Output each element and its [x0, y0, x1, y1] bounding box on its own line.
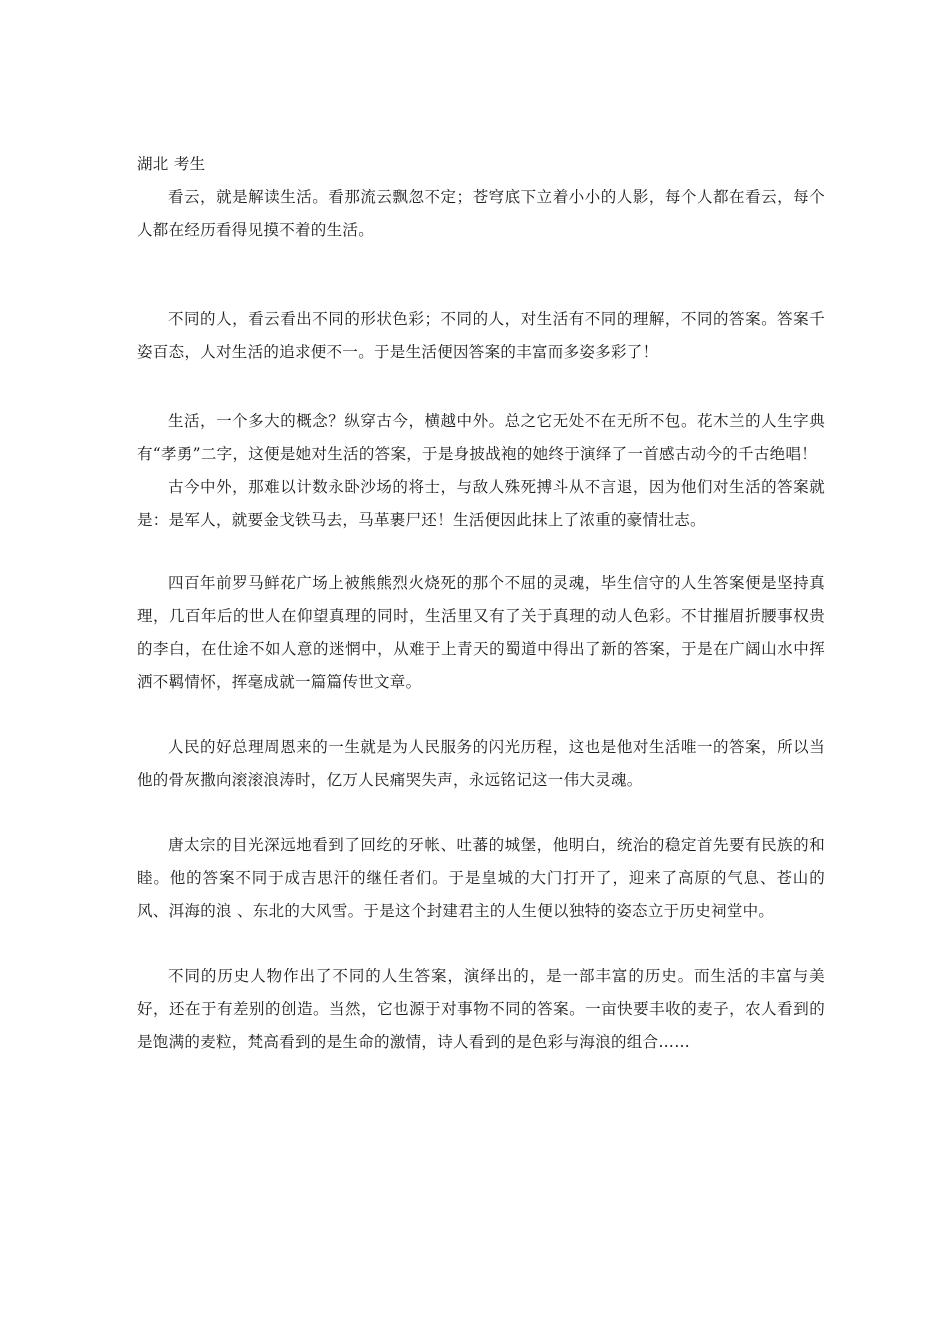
- essay-body: [137, 148, 825, 1059]
- paragraph-1: 看云，就是解读生活。看那流云飘忽不定；苍穹底下立着小小的人影，每个人都在看云，每个人都在经历看得见摸不着的生活。: [137, 188, 825, 239]
- paragraph-4: 古今中外，那难以计数永卧沙场的将士，与敌人殊死搏斗从不言退，因为他们对生活的答案就是：是军人，就要金戈铁马去，马革裹尸还！生活便因此抹上了浓重的豪情壮志。: [137, 478, 825, 529]
- paragraph-6: 人民的好总理周恩来的一生就是为人民服务的闪光历程，这也是他对生活唯一的答案，所以当他的骨灰撒向滚滚浪涛时，亿万人民痛哭失声，永远铭记这一伟大灵魂。: [137, 738, 825, 789]
- paragraph-3: 生活，一个多大的概念？纵穿古今，横越中外。总之它无处不在无所不包。花木兰的人生字典有“孝勇”二字，这便是她对生活的答案，于是身披战袍的她终于演绎了一首感古动今的千古绝唱！: [137, 412, 825, 463]
- paragraph-8: 不同的历史人物作出了不同的人生答案，演绎出的，是一部丰富的历史。而生活的丰富与美好，还在于有差别的创造。当然，它也源于对事物不同的答案。一亩快要丰收的麦子，农人看到的是饱满的麦粒，梵高看到的是生命的激情，诗人看到的是色彩与海浪的组合……: [137, 967, 825, 1051]
- paragraph-5: 四百年前罗马鲜花广场上被熊熊烈火烧死的那个不屈的灵魂，毕生信守的人生答案便是坚持真理，几百年后的世人在仰望真理的同时，生活里又有了关于真理的动人色彩。不甘摧眉折腰事权贵的李白，在仕途不如人意的迷惘中，从难于上青天的蜀道中得出了新的答案，于是在广阔山水中挥洒不羁情怀，挥毫成就一篇篇传世文章。: [137, 574, 825, 691]
- author-line: 湖北 考生: [137, 155, 206, 173]
- paragraph-2: 不同的人，看云看出不同的形状色彩；不同的人，对生活有不同的理解，不同的答案。答案千姿百态，人对生活的追求便不一。于是生活便因答案的丰富而多姿多彩了！: [137, 310, 825, 361]
- paragraph-7: 唐太宗的目光深远地看到了回纥的牙帐、吐蕃的城堡，他明白，统治的稳定首先要有民族的和睦。他的答案不同于成吉思汗的继任者们。于是皇城的大门打开了，迎来了高原的气息、苍山的风、洱海的浪 、东北的大风雪。于是这个封建君主的人生便以独特的姿态立于历史祠堂中。: [137, 836, 825, 920]
